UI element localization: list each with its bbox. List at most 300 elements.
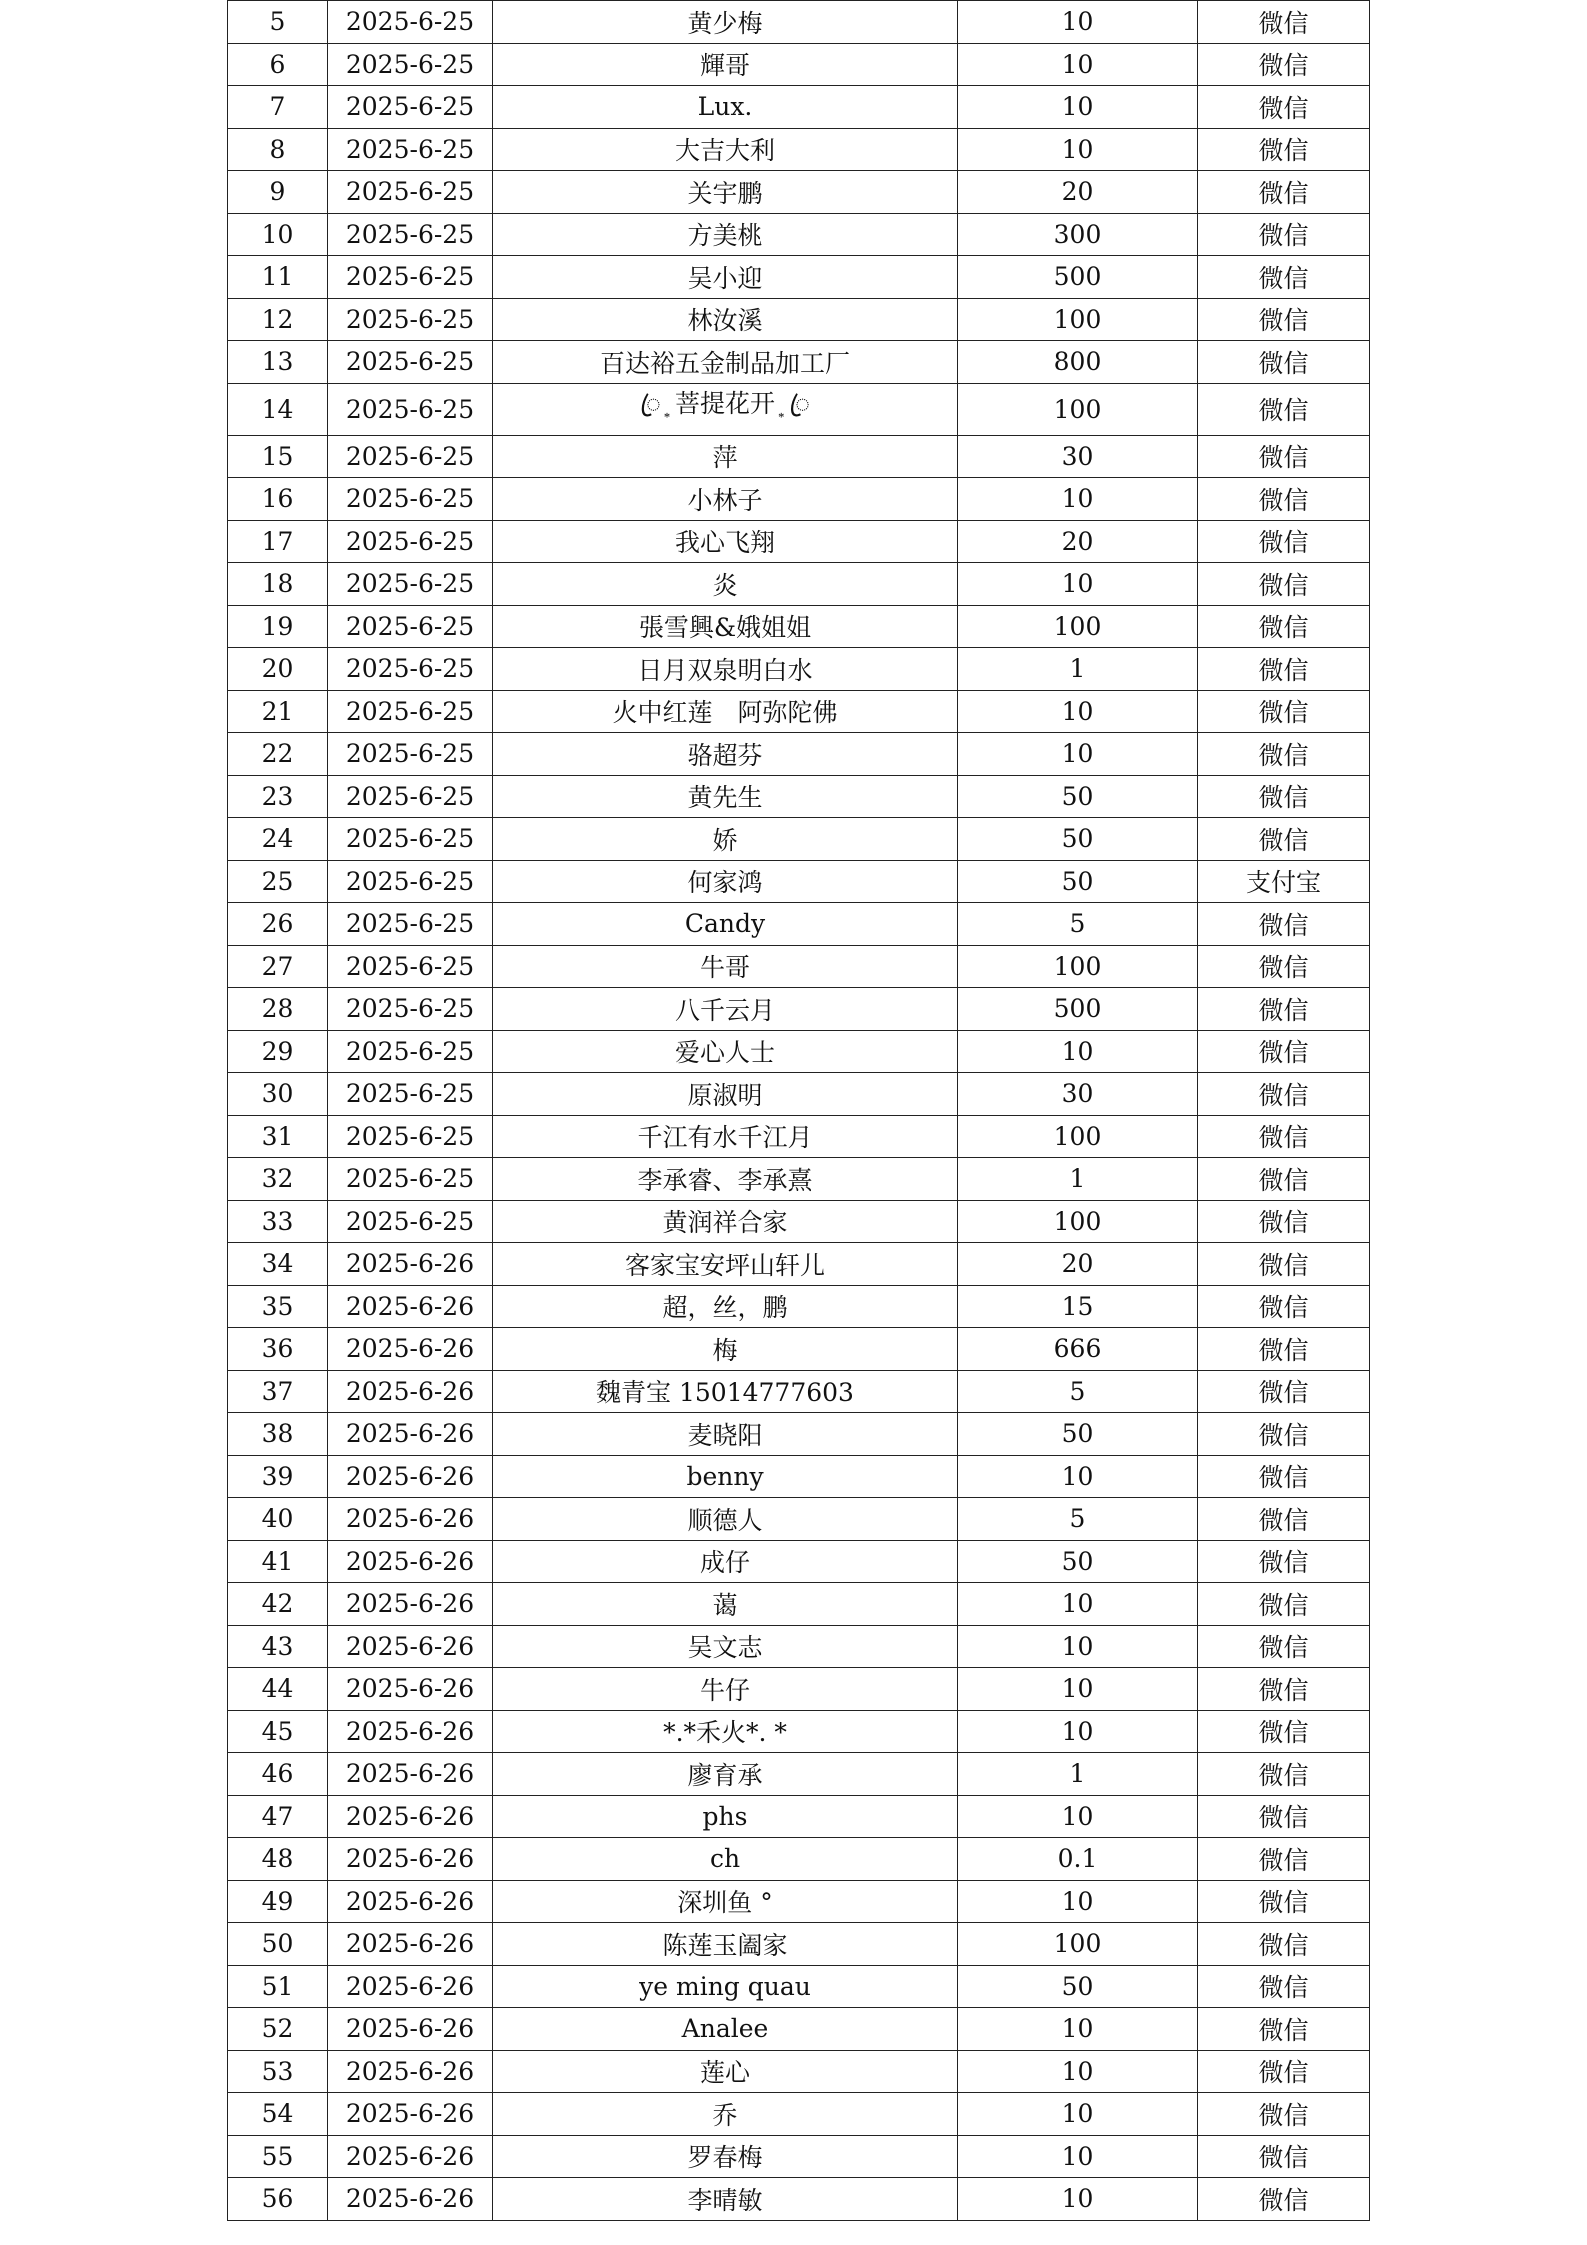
payment-method-cell: 微信 — [1198, 1285, 1370, 1328]
amount-cell: 10 — [958, 1455, 1198, 1498]
donor-name-cell: 莲心 — [493, 2050, 958, 2093]
payment-method-cell: 微信 — [1198, 1115, 1370, 1158]
donor-name-cell: 何家鸿 — [493, 860, 958, 903]
amount-cell: 100 — [958, 383, 1198, 435]
row-number-cell: 50 — [228, 1923, 328, 1966]
donor-name-cell: 八千云月 — [493, 988, 958, 1031]
table-row — [228, 818, 1370, 861]
amount-cell: 10 — [958, 1030, 1198, 1073]
donor-name-cell: Lux. — [493, 86, 958, 129]
date-cell: 2025-6-25 — [328, 1200, 493, 1243]
amount-cell: 0.1 — [958, 1838, 1198, 1881]
date-cell: 2025-6-26 — [328, 1880, 493, 1923]
date-cell: 2025-6-26 — [328, 1328, 493, 1371]
donor-name-cell: 吴小迎 — [493, 256, 958, 299]
payment-method-cell: 微信 — [1198, 818, 1370, 861]
donor-name-cell: 陈莲玉阖家 — [493, 1923, 958, 1966]
amount-cell: 50 — [958, 1965, 1198, 2008]
payment-method-cell: 微信 — [1198, 1030, 1370, 1073]
payment-method-cell: 微信 — [1198, 520, 1370, 563]
donor-name-cell: 罗春梅 — [493, 2135, 958, 2178]
table-row — [228, 128, 1370, 171]
table-row — [228, 1923, 1370, 1966]
table-row — [228, 1200, 1370, 1243]
donor-name-cell: 李晴敏 — [493, 2178, 958, 2221]
amount-cell: 10 — [958, 1, 1198, 44]
row-number-cell: 35 — [228, 1285, 328, 1328]
amount-cell: 10 — [958, 128, 1198, 171]
date-cell: 2025-6-25 — [328, 1115, 493, 1158]
payment-method-cell: 微信 — [1198, 1413, 1370, 1456]
payment-method-cell: 微信 — [1198, 1540, 1370, 1583]
table-row — [228, 1115, 1370, 1158]
row-number-cell: 26 — [228, 903, 328, 946]
amount-cell: 10 — [958, 1710, 1198, 1753]
amount-cell: 10 — [958, 2135, 1198, 2178]
row-number-cell: 27 — [228, 945, 328, 988]
amount-cell: 10 — [958, 2008, 1198, 2051]
date-cell: 2025-6-25 — [328, 775, 493, 818]
row-number-cell: 25 — [228, 860, 328, 903]
donor-name-cell: 骆超芬 — [493, 733, 958, 776]
date-cell: 2025-6-25 — [328, 256, 493, 299]
donor-name-cell: 張雪興&娥姐姐 — [493, 605, 958, 648]
row-number-cell: 54 — [228, 2093, 328, 2136]
amount-cell: 50 — [958, 1413, 1198, 1456]
row-number-cell: 11 — [228, 256, 328, 299]
date-cell: 2025-6-25 — [328, 605, 493, 648]
amount-cell: 20 — [958, 520, 1198, 563]
date-cell: 2025-6-25 — [328, 383, 493, 435]
donor-name-cell: 廖育承 — [493, 1753, 958, 1796]
payment-method-cell: 微信 — [1198, 563, 1370, 606]
table-row — [228, 213, 1370, 256]
row-number-cell: 40 — [228, 1498, 328, 1541]
date-cell: 2025-6-26 — [328, 1455, 493, 1498]
row-number-cell: 32 — [228, 1158, 328, 1201]
row-number-cell: 38 — [228, 1413, 328, 1456]
amount-cell: 100 — [958, 1115, 1198, 1158]
payment-method-cell: 微信 — [1198, 1328, 1370, 1371]
payment-method-cell: 微信 — [1198, 1625, 1370, 1668]
table-row — [228, 1965, 1370, 2008]
table-row — [228, 2093, 1370, 2136]
table-row — [228, 1795, 1370, 1838]
donor-name-cell: 炎 — [493, 563, 958, 606]
table-row — [228, 520, 1370, 563]
date-cell: 2025-6-26 — [328, 2050, 493, 2093]
table-row — [228, 2135, 1370, 2178]
amount-cell: 10 — [958, 690, 1198, 733]
date-cell: 2025-6-25 — [328, 648, 493, 691]
donor-name-cell: 百达裕五金制品加工厂 — [493, 341, 958, 384]
donor-name-cell: 萍 — [493, 435, 958, 478]
payment-method-cell: 微信 — [1198, 1583, 1370, 1626]
table-row — [228, 1838, 1370, 1881]
donor-name-cell: *.*禾火*. * — [493, 1710, 958, 1753]
date-cell: 2025-6-25 — [328, 43, 493, 86]
table-row — [228, 2008, 1370, 2051]
date-cell: 2025-6-25 — [328, 171, 493, 214]
payment-method-cell: 微信 — [1198, 1158, 1370, 1201]
amount-cell: 50 — [958, 818, 1198, 861]
payment-method-cell: 微信 — [1198, 1923, 1370, 1966]
date-cell: 2025-6-25 — [328, 86, 493, 129]
row-number-cell: 53 — [228, 2050, 328, 2093]
donor-name-cell: 顺德人 — [493, 1498, 958, 1541]
amount-cell: 30 — [958, 435, 1198, 478]
date-cell: 2025-6-26 — [328, 2093, 493, 2136]
donor-name-cell: Analee — [493, 2008, 958, 2051]
payment-method-cell: 微信 — [1198, 2135, 1370, 2178]
amount-cell: 50 — [958, 775, 1198, 818]
payment-method-cell: 微信 — [1198, 1965, 1370, 2008]
table-row — [228, 1073, 1370, 1116]
date-cell: 2025-6-25 — [328, 733, 493, 776]
payment-method-cell: 微信 — [1198, 256, 1370, 299]
table-row — [228, 1710, 1370, 1753]
donor-name-cell: 成仔 — [493, 1540, 958, 1583]
date-cell: 2025-6-26 — [328, 1795, 493, 1838]
date-cell: 2025-6-26 — [328, 2178, 493, 2221]
row-number-cell: 41 — [228, 1540, 328, 1583]
donation-sheet — [227, 0, 1369, 2221]
date-cell: 2025-6-25 — [328, 903, 493, 946]
date-cell: 2025-6-25 — [328, 1158, 493, 1201]
table-row — [228, 1370, 1370, 1413]
date-cell: 2025-6-26 — [328, 2135, 493, 2178]
amount-cell: 1 — [958, 1158, 1198, 1201]
row-number-cell: 42 — [228, 1583, 328, 1626]
donor-name-cell: 黄少梅 — [493, 1, 958, 44]
date-cell: 2025-6-26 — [328, 1710, 493, 1753]
payment-method-cell: 微信 — [1198, 1243, 1370, 1286]
payment-method-cell: 微信 — [1198, 478, 1370, 521]
table-row — [228, 435, 1370, 478]
row-number-cell: 6 — [228, 43, 328, 86]
date-cell: 2025-6-26 — [328, 1413, 493, 1456]
amount-cell: 300 — [958, 213, 1198, 256]
payment-method-cell: 微信 — [1198, 1795, 1370, 1838]
donor-name-cell: 小林子 — [493, 478, 958, 521]
donor-name-cell: 娇 — [493, 818, 958, 861]
date-cell: 2025-6-26 — [328, 1838, 493, 1881]
donor-name-cell: phs — [493, 1795, 958, 1838]
amount-cell: 100 — [958, 605, 1198, 648]
payment-method-cell: 微信 — [1198, 1200, 1370, 1243]
row-number-cell: 15 — [228, 435, 328, 478]
date-cell: 2025-6-25 — [328, 818, 493, 861]
amount-cell: 1 — [958, 1753, 1198, 1796]
row-number-cell: 34 — [228, 1243, 328, 1286]
date-cell: 2025-6-26 — [328, 1923, 493, 1966]
payment-method-cell: 微信 — [1198, 690, 1370, 733]
row-number-cell: 17 — [228, 520, 328, 563]
date-cell: 2025-6-25 — [328, 128, 493, 171]
payment-method-cell: 微信 — [1198, 43, 1370, 86]
amount-cell: 5 — [958, 1370, 1198, 1413]
row-number-cell: 22 — [228, 733, 328, 776]
table-row — [228, 1668, 1370, 1711]
row-number-cell: 10 — [228, 213, 328, 256]
payment-method-cell: 微信 — [1198, 171, 1370, 214]
amount-cell: 10 — [958, 86, 1198, 129]
row-number-cell: 33 — [228, 1200, 328, 1243]
amount-cell: 10 — [958, 43, 1198, 86]
amount-cell: 50 — [958, 860, 1198, 903]
row-number-cell: 39 — [228, 1455, 328, 1498]
date-cell: 2025-6-25 — [328, 690, 493, 733]
payment-method-cell: 微信 — [1198, 1668, 1370, 1711]
payment-method-cell: 微信 — [1198, 2008, 1370, 2051]
donor-name-cell: 李承睿、李承熹 — [493, 1158, 958, 1201]
table-row — [228, 1030, 1370, 1073]
amount-cell: 100 — [958, 1200, 1198, 1243]
table-row — [228, 171, 1370, 214]
payment-method-cell: 微信 — [1198, 1498, 1370, 1541]
table-row — [228, 1455, 1370, 1498]
payment-method-cell: 微信 — [1198, 2093, 1370, 2136]
row-number-cell: 12 — [228, 298, 328, 341]
donor-name-cell: 我心飞翔 — [493, 520, 958, 563]
amount-cell: 10 — [958, 1625, 1198, 1668]
payment-method-cell: 微信 — [1198, 435, 1370, 478]
date-cell: 2025-6-26 — [328, 1668, 493, 1711]
payment-method-cell: 微信 — [1198, 1753, 1370, 1796]
donor-name-cell: 魏青宝 15014777603 — [493, 1370, 958, 1413]
donor-name-cell: 牛哥 — [493, 945, 958, 988]
table-row — [228, 2050, 1370, 2093]
donor-name-cell: 林汝溪 — [493, 298, 958, 341]
donor-name-cell: 輝哥 — [493, 43, 958, 86]
row-number-cell: 9 — [228, 171, 328, 214]
table-row — [228, 860, 1370, 903]
donation-table-body — [228, 1, 1370, 2221]
amount-cell: 30 — [958, 1073, 1198, 1116]
table-row — [228, 478, 1370, 521]
date-cell: 2025-6-25 — [328, 435, 493, 478]
amount-cell: 15 — [958, 1285, 1198, 1328]
amount-cell: 10 — [958, 2050, 1198, 2093]
donor-name-cell: 火中红莲 阿弥陀佛 — [493, 690, 958, 733]
row-number-cell: 21 — [228, 690, 328, 733]
table-row — [228, 43, 1370, 86]
amount-cell: 10 — [958, 563, 1198, 606]
donor-name-cell: 黄润祥合家 — [493, 1200, 958, 1243]
row-number-cell: 43 — [228, 1625, 328, 1668]
row-number-cell: 13 — [228, 341, 328, 384]
payment-method-cell: 微信 — [1198, 775, 1370, 818]
row-number-cell: 20 — [228, 648, 328, 691]
amount-cell: 800 — [958, 341, 1198, 384]
amount-cell: 100 — [958, 298, 1198, 341]
table-row — [228, 1, 1370, 44]
table-row — [228, 1540, 1370, 1583]
table-row — [228, 1285, 1370, 1328]
payment-method-cell: 微信 — [1198, 1370, 1370, 1413]
table-row — [228, 733, 1370, 776]
amount-cell: 666 — [958, 1328, 1198, 1371]
row-number-cell: 8 — [228, 128, 328, 171]
date-cell: 2025-6-26 — [328, 1753, 493, 1796]
table-row — [228, 1753, 1370, 1796]
row-number-cell: 52 — [228, 2008, 328, 2051]
date-cell: 2025-6-25 — [328, 213, 493, 256]
donor-name-cell: 客家宝安坪山轩儿 — [493, 1243, 958, 1286]
table-row — [228, 988, 1370, 1031]
payment-method-cell: 微信 — [1198, 128, 1370, 171]
row-number-cell: 30 — [228, 1073, 328, 1116]
payment-method-cell: 微信 — [1198, 1880, 1370, 1923]
payment-method-cell: 微信 — [1198, 2178, 1370, 2221]
amount-cell: 100 — [958, 1923, 1198, 1966]
donor-name-cell: 方美桃 — [493, 213, 958, 256]
payment-method-cell: 微信 — [1198, 733, 1370, 776]
donor-name-cell: ch — [493, 1838, 958, 1881]
date-cell: 2025-6-25 — [328, 945, 493, 988]
date-cell: 2025-6-26 — [328, 1540, 493, 1583]
amount-cell: 10 — [958, 2178, 1198, 2221]
table-row — [228, 298, 1370, 341]
row-number-cell: 24 — [228, 818, 328, 861]
table-row — [228, 1413, 1370, 1456]
payment-method-cell: 微信 — [1198, 86, 1370, 129]
donor-name-cell: 原淑明 — [493, 1073, 958, 1116]
date-cell: 2025-6-25 — [328, 1073, 493, 1116]
row-number-cell: 44 — [228, 1668, 328, 1711]
payment-method-cell: 微信 — [1198, 213, 1370, 256]
donor-name-cell: ꦿ ͙ 菩提花开 ͙ ꦿ — [493, 383, 958, 435]
row-number-cell: 55 — [228, 2135, 328, 2178]
table-row — [228, 383, 1370, 435]
date-cell: 2025-6-26 — [328, 1498, 493, 1541]
payment-method-cell: 微信 — [1198, 1, 1370, 44]
table-row — [228, 903, 1370, 946]
donor-name-cell: Candy — [493, 903, 958, 946]
donor-name-cell: 黄先生 — [493, 775, 958, 818]
table-row — [228, 2178, 1370, 2221]
donation-table — [227, 0, 1370, 2221]
table-row — [228, 1158, 1370, 1201]
payment-method-cell: 微信 — [1198, 945, 1370, 988]
date-cell: 2025-6-26 — [328, 1243, 493, 1286]
date-cell: 2025-6-25 — [328, 563, 493, 606]
amount-cell: 10 — [958, 478, 1198, 521]
row-number-cell: 51 — [228, 1965, 328, 2008]
donor-name-cell: 牛仔 — [493, 1668, 958, 1711]
payment-method-cell: 微信 — [1198, 298, 1370, 341]
donor-name-cell: 千江有水千江月 — [493, 1115, 958, 1158]
date-cell: 2025-6-25 — [328, 860, 493, 903]
table-row — [228, 1328, 1370, 1371]
donor-name-cell: 爱心人士 — [493, 1030, 958, 1073]
amount-cell: 10 — [958, 2093, 1198, 2136]
donor-name-cell: 乔 — [493, 2093, 958, 2136]
row-number-cell: 19 — [228, 605, 328, 648]
amount-cell: 20 — [958, 171, 1198, 214]
date-cell: 2025-6-25 — [328, 1030, 493, 1073]
date-cell: 2025-6-25 — [328, 478, 493, 521]
amount-cell: 20 — [958, 1243, 1198, 1286]
payment-method-cell: 微信 — [1198, 988, 1370, 1031]
date-cell: 2025-6-25 — [328, 1, 493, 44]
row-number-cell: 5 — [228, 1, 328, 44]
table-row — [228, 1583, 1370, 1626]
donor-name-cell: 超，丝，鹏 — [493, 1285, 958, 1328]
amount-cell: 500 — [958, 256, 1198, 299]
row-number-cell: 7 — [228, 86, 328, 129]
row-number-cell: 18 — [228, 563, 328, 606]
row-number-cell: 31 — [228, 1115, 328, 1158]
payment-method-cell: 微信 — [1198, 903, 1370, 946]
row-number-cell: 48 — [228, 1838, 328, 1881]
date-cell: 2025-6-26 — [328, 1285, 493, 1328]
date-cell: 2025-6-26 — [328, 1370, 493, 1413]
donor-name-cell: 大吉大利 — [493, 128, 958, 171]
payment-method-cell: 微信 — [1198, 1455, 1370, 1498]
amount-cell: 5 — [958, 1498, 1198, 1541]
payment-method-cell: 微信 — [1198, 1838, 1370, 1881]
table-row — [228, 605, 1370, 648]
donor-name-cell: 麦晓阳 — [493, 1413, 958, 1456]
amount-cell: 500 — [958, 988, 1198, 1031]
date-cell: 2025-6-26 — [328, 1625, 493, 1668]
date-cell: 2025-6-26 — [328, 2008, 493, 2051]
donor-name-cell: benny — [493, 1455, 958, 1498]
table-row — [228, 648, 1370, 691]
row-number-cell: 56 — [228, 2178, 328, 2221]
date-cell: 2025-6-25 — [328, 341, 493, 384]
payment-method-cell: 微信 — [1198, 341, 1370, 384]
amount-cell: 100 — [958, 945, 1198, 988]
table-row — [228, 1243, 1370, 1286]
row-number-cell: 37 — [228, 1370, 328, 1413]
row-number-cell: 46 — [228, 1753, 328, 1796]
payment-method-cell: 微信 — [1198, 383, 1370, 435]
row-number-cell: 16 — [228, 478, 328, 521]
donor-name-cell: 梅 — [493, 1328, 958, 1371]
date-cell: 2025-6-26 — [328, 1583, 493, 1626]
donor-name-cell: 关宇鹏 — [493, 171, 958, 214]
donor-name-cell: 吴文志 — [493, 1625, 958, 1668]
table-row — [228, 1880, 1370, 1923]
amount-cell: 5 — [958, 903, 1198, 946]
donor-name-cell: ye ming quau — [493, 1965, 958, 2008]
row-number-cell: 36 — [228, 1328, 328, 1371]
table-row — [228, 690, 1370, 733]
row-number-cell: 29 — [228, 1030, 328, 1073]
row-number-cell: 49 — [228, 1880, 328, 1923]
payment-method-cell: 微信 — [1198, 1710, 1370, 1753]
table-row — [228, 1625, 1370, 1668]
donor-name-cell: 深圳鱼 ° — [493, 1880, 958, 1923]
payment-method-cell: 微信 — [1198, 605, 1370, 648]
payment-method-cell: 微信 — [1198, 648, 1370, 691]
date-cell: 2025-6-25 — [328, 520, 493, 563]
table-row — [228, 1498, 1370, 1541]
amount-cell: 10 — [958, 1668, 1198, 1711]
row-number-cell: 45 — [228, 1710, 328, 1753]
row-number-cell: 23 — [228, 775, 328, 818]
amount-cell: 50 — [958, 1540, 1198, 1583]
payment-method-cell: 微信 — [1198, 2050, 1370, 2093]
row-number-cell: 14 — [228, 383, 328, 435]
table-row — [228, 256, 1370, 299]
amount-cell: 10 — [958, 1880, 1198, 1923]
row-number-cell: 28 — [228, 988, 328, 1031]
amount-cell: 1 — [958, 648, 1198, 691]
donor-name-cell: 蔼 — [493, 1583, 958, 1626]
